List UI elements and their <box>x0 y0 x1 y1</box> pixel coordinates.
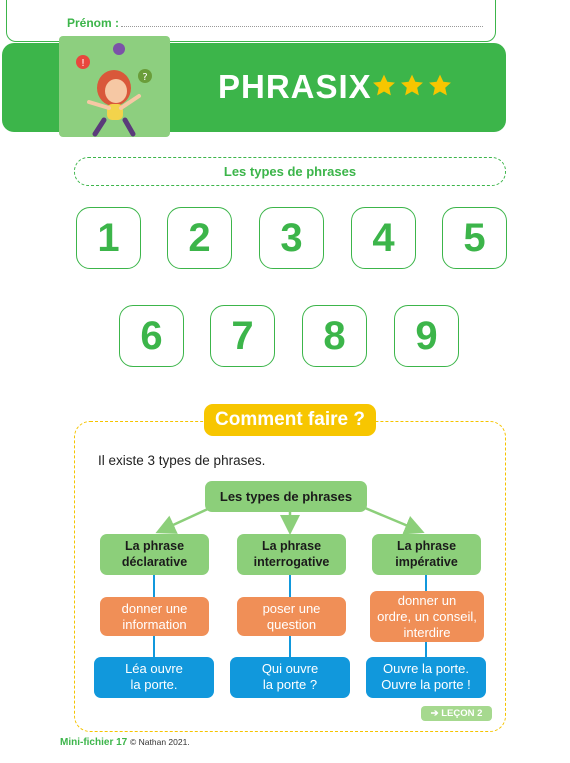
example-interrogative <box>230 657 350 698</box>
juggling-girl-illustration <box>59 36 170 137</box>
definition-line: poser une <box>262 600 321 616</box>
name-input-line[interactable] <box>121 26 483 27</box>
example-line: la porte. <box>130 677 178 692</box>
number-card-5[interactable]: 5 <box>442 207 507 269</box>
method-title: Comment faire ? <box>204 404 376 436</box>
svg-text:?: ? <box>142 72 148 83</box>
star-icon <box>371 73 397 98</box>
lesson-link[interactable]: ➔ LEÇON 2 <box>421 706 492 721</box>
definition-line: information <box>122 616 187 632</box>
name-label: Prénom : <box>67 16 120 30</box>
footer <box>60 737 190 748</box>
difficulty-stars <box>371 73 453 98</box>
example-declarative <box>94 657 214 698</box>
number-card-1[interactable]: 1 <box>76 207 141 269</box>
definition-line: donner un <box>397 592 457 608</box>
definition-imperative <box>370 591 484 642</box>
definition-declarative <box>100 597 209 636</box>
type-line1: La phrase <box>396 539 457 553</box>
example-line: Ouvre la porte ! <box>381 677 471 692</box>
number-card-2[interactable]: 2 <box>167 207 232 269</box>
svg-text:!: ! <box>80 58 86 69</box>
number-card-3[interactable]: 3 <box>259 207 324 269</box>
number-card-9[interactable]: 9 <box>394 305 459 367</box>
type-line1: La phrase <box>124 539 185 553</box>
type-line1: La phrase <box>261 539 322 553</box>
number-card-8[interactable]: 8 <box>302 305 367 367</box>
definition-line: ordre, un conseil, <box>377 608 477 624</box>
number-card-4[interactable]: 4 <box>351 207 416 269</box>
definition-line: donner une <box>121 600 188 616</box>
number-card-6[interactable]: 6 <box>119 305 184 367</box>
type-declarative <box>100 534 209 575</box>
definition-line: interdire <box>403 624 451 640</box>
subtitle: Les types de phrases <box>74 157 506 186</box>
star-icon <box>399 73 425 98</box>
footer-ref: Mini-fichier 17 <box>60 737 128 748</box>
example-line: Qui ouvre <box>261 661 319 676</box>
page-title: PHRASIX <box>218 68 372 105</box>
type-line2: interrogative <box>253 555 330 569</box>
star-icon <box>427 73 453 98</box>
footer-copyright: © Nathan 2021. <box>130 737 190 747</box>
number-card-7[interactable]: 7 <box>210 305 275 367</box>
method-intro: Il existe 3 types de phrases. <box>98 453 266 468</box>
example-line: la porte ? <box>262 677 318 692</box>
type-line2: déclarative <box>121 555 188 569</box>
type-interrogative <box>237 534 346 575</box>
definition-line: question <box>266 616 317 632</box>
definition-interrogative <box>237 597 346 636</box>
diagram-root: Les types de phrases <box>205 481 367 512</box>
example-imperative <box>366 657 486 698</box>
example-line: Léa ouvre <box>125 661 183 676</box>
type-imperative <box>372 534 481 575</box>
type-line2: impérative <box>395 555 458 569</box>
example-line: Ouvre la porte. <box>383 661 469 676</box>
